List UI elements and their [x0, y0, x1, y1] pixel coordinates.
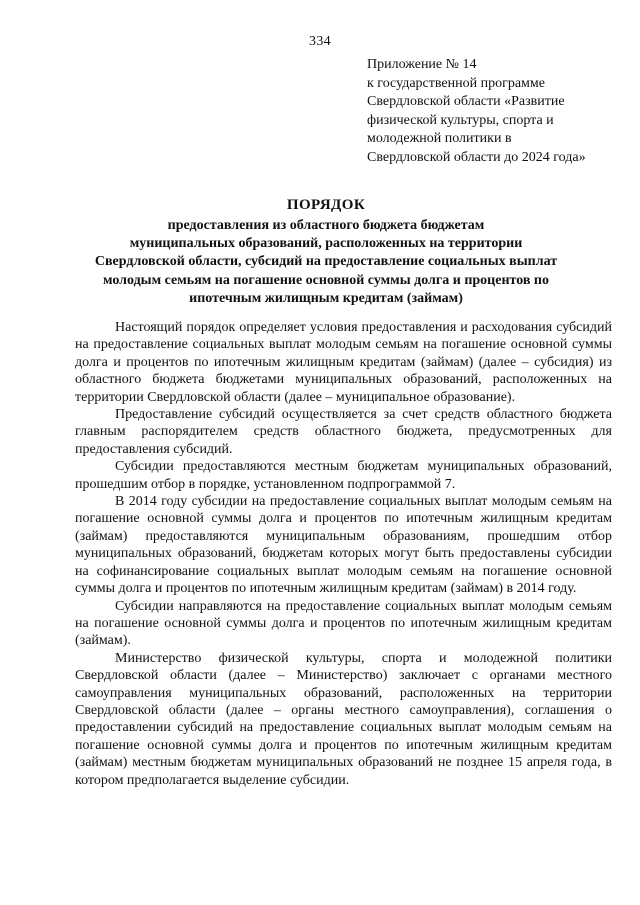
subtitle-line: ипотечным жилищным кредитам (займам)	[189, 290, 463, 306]
document-subtitle	[60, 217, 592, 308]
subtitle-line: предоставления из областного бюджета бюджетам	[167, 218, 485, 233]
page-number: 334	[309, 34, 331, 49]
appendix-line: молодежной политики в	[367, 131, 512, 146]
appendix-line: Свердловской области до 2024 года»	[367, 149, 586, 165]
subtitle-line: муниципальных образований, расположенных на территории	[129, 236, 523, 252]
appendix-line: Приложение № 14	[367, 57, 477, 72]
appendix-line: Свердловской области «Развитие	[367, 94, 565, 109]
paragraph: Субсидии предоставляются местным бюджетам муниципальных образований, прошедшим отбор в порядке, установленном подпрограммой 7.	[75, 459, 612, 492]
subtitle-line: молодым семьям на погашение основной суммы долга и процентов по	[102, 272, 549, 288]
appendix-note	[367, 56, 617, 167]
appendix-line: физической культуры, спорта и	[367, 112, 554, 128]
subtitle-line: Свердловской области, субсидий на предоставление социальных выплат	[94, 254, 558, 270]
paragraph: Министерство физической культуры, спорта и молодежной политики Свердловской области (далее – Министерство) заключает с органами местного самоуправления муниципальных образований, расположенных на территории Свердловской области (далее – органы местного самоуправления), соглашения о предоставлении субсидий на предоставление социальных выплат молодым семьям на погашение основной суммы долга и процентов по ипотечным жилищным кредитам (займам) местным бюджетам муниципальных образований не позднее 15 апреля года, в котором предполагается выделение субсидии.	[75, 650, 612, 788]
paragraph: Предоставление субсидий осуществляется за счет средств областного бюджета главным распорядителем средств областного бюджета, предусмотренных для предоставления субсидий.	[75, 407, 612, 457]
document-title: ПОРЯДОК	[286, 197, 366, 213]
paragraph: Субсидии направляются на предоставление социальных выплат молодым семьям на погашение основной суммы долга и процентов по ипотечным жилищным кредитам (займам).	[75, 598, 612, 649]
title-block	[60, 196, 592, 308]
paragraph: Настоящий порядок определяет условия предоставления и расходования субсидий на предоставление социальных выплат молодым семьям на погашение основной суммы долга и процентов по ипотечным жилищным кредитам (займам) (далее – субсидия) из областного бюджета бюджетами муниципальных образований, расположенных на территории Свердловской области (далее – муниципальное образование).	[75, 320, 612, 405]
body-text	[75, 319, 612, 789]
appendix-line: к государственной программе	[367, 75, 545, 91]
paragraph: В 2014 году субсидии на предоставление социальных выплат молодым семьям на погашение основной суммы долга и процентов по ипотечным жилищным кредитам (займам) предоставляются муниципальным образованиям, прошедшим отбор муниципальных образований, бюджетам которых могут быть предоставлены субсидии на софинансирование социальных выплат молодым семьям на погашение основной суммы долга и процентов по ипотечным жилищным кредитам (займам) в 2014 году.	[75, 494, 612, 597]
